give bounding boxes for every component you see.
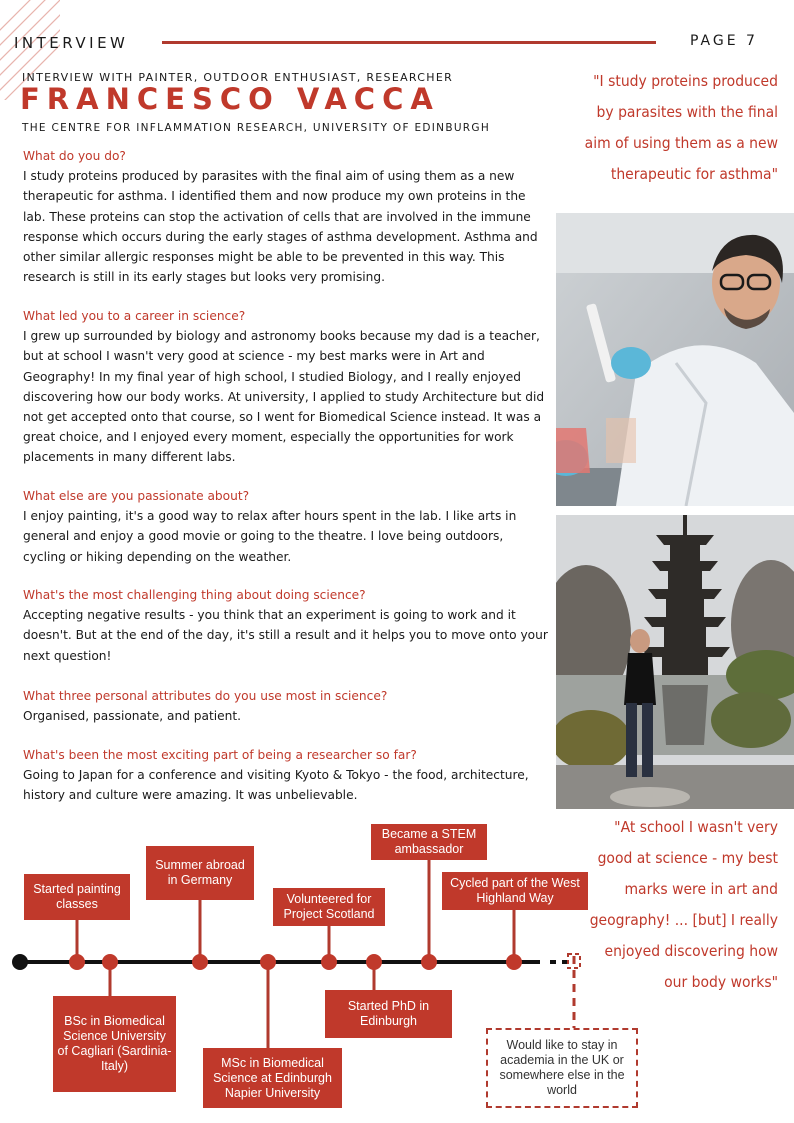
timeline-event-bsc: BSc in Biomedical Science University of Cagliari (Sardinia-Italy)	[53, 996, 176, 1092]
timeline-event-germany: Summer abroad in Germany	[146, 846, 254, 900]
answer: Organised, passionate, and patient.	[23, 709, 242, 724]
answer: I study proteins produced by parasites with the final aim of using them as a new therapeutic for asthma. I identified them and now produce my own proteins in the lab. These proteins can stop the activation of cells that are involved in the immune response which occurs during the early stages of asthma development. Asthma and other similar allergic responses might be able to be prevented in this way. This research is still in its early stages but looks very promising.	[23, 169, 538, 285]
qa-block-3	[23, 486, 548, 567]
qa-block-1	[23, 146, 548, 287]
interviewee-name: FRANCESCO VACCA	[20, 82, 440, 116]
qa-block-4	[23, 585, 548, 666]
header-rule	[162, 41, 656, 44]
qa-block-2	[23, 306, 548, 468]
qa-block-6	[23, 745, 548, 806]
career-timeline	[0, 810, 794, 1123]
interview-subtitle: INTERVIEW WITH PAINTER, OUTDOOR ENTHUSIAST, RESEARCHER	[22, 71, 454, 84]
kyoto-photo	[556, 515, 794, 809]
timeline-event-painting: Started painting classes	[24, 874, 130, 920]
qa-block-5	[23, 686, 548, 726]
pull-quote-bottom: "At school I wasn't very good at science - my best marks were in art and geography! ... [but] I really enjoyed discovering how our body works"	[589, 818, 778, 991]
timeline-event-stem: Became a STEM ambassador	[371, 824, 487, 860]
question: What's the most challenging thing about doing science?	[23, 588, 366, 602]
answer: I enjoy painting, it's a good way to relax after hours spent in the lab. I like arts in general and enjoy a good movie or going to the theatre. I love being outdoors, cycling or hiking depending on the weather.	[23, 509, 517, 564]
timeline-event-volunteer: Volunteered for Project Scotland	[273, 888, 385, 926]
question: What three personal attributes do you use most in science?	[23, 689, 388, 703]
question: What else are you passionate about?	[23, 489, 250, 503]
timeline-event-msc: MSc in Biomedical Science at Edinburgh Napier University	[203, 1048, 342, 1108]
page-number: PAGE 7	[690, 33, 758, 49]
answer: Going to Japan for a conference and visiting Kyoto & Tokyo - the food, architecture, history and culture were amazing. It was unbelievable.	[23, 768, 529, 803]
timeline-future-goal: Would like to stay in academia in the UK or somewhere else in the world	[486, 1028, 638, 1108]
question: What's been the most exciting part of being a researcher so far?	[23, 748, 417, 762]
timeline-event-cycling: Cycled part of the West Highland Way	[442, 872, 588, 910]
affiliation: THE CENTRE FOR INFLAMMATION RESEARCH, UNIVERSITY OF EDINBURGH	[22, 122, 491, 134]
lab-photo	[556, 213, 794, 506]
timeline-event-phd: Started PhD in Edinburgh	[325, 990, 452, 1038]
answer: Accepting negative results - you think that an experiment is going to work and it doesn't. But at the end of the day, it's still a result and it helps you to move onto your next question!	[23, 608, 548, 663]
pull-quote-top: "I study proteins produced by parasites with the final aim of using them as a new therapeutic for asthma"	[584, 72, 778, 183]
question: What led you to a career in science?	[23, 309, 246, 323]
section-label: INTERVIEW	[14, 34, 129, 52]
question: What do you do?	[23, 149, 126, 163]
answer: I grew up surrounded by biology and astronomy books because my dad is a teacher, but at school I wasn't very good at science - my best marks were in Art and Geography! In my final year of high school, I studied Biology, and I really enjoyed discovering how our body works. At university, I applied to study Architecture but did not get accepted onto that course, so I went for Biomedical Science instead. It was a great choice, and I enjoyed every moment, especially the opportunities for work placements in many different labs.	[23, 329, 545, 465]
